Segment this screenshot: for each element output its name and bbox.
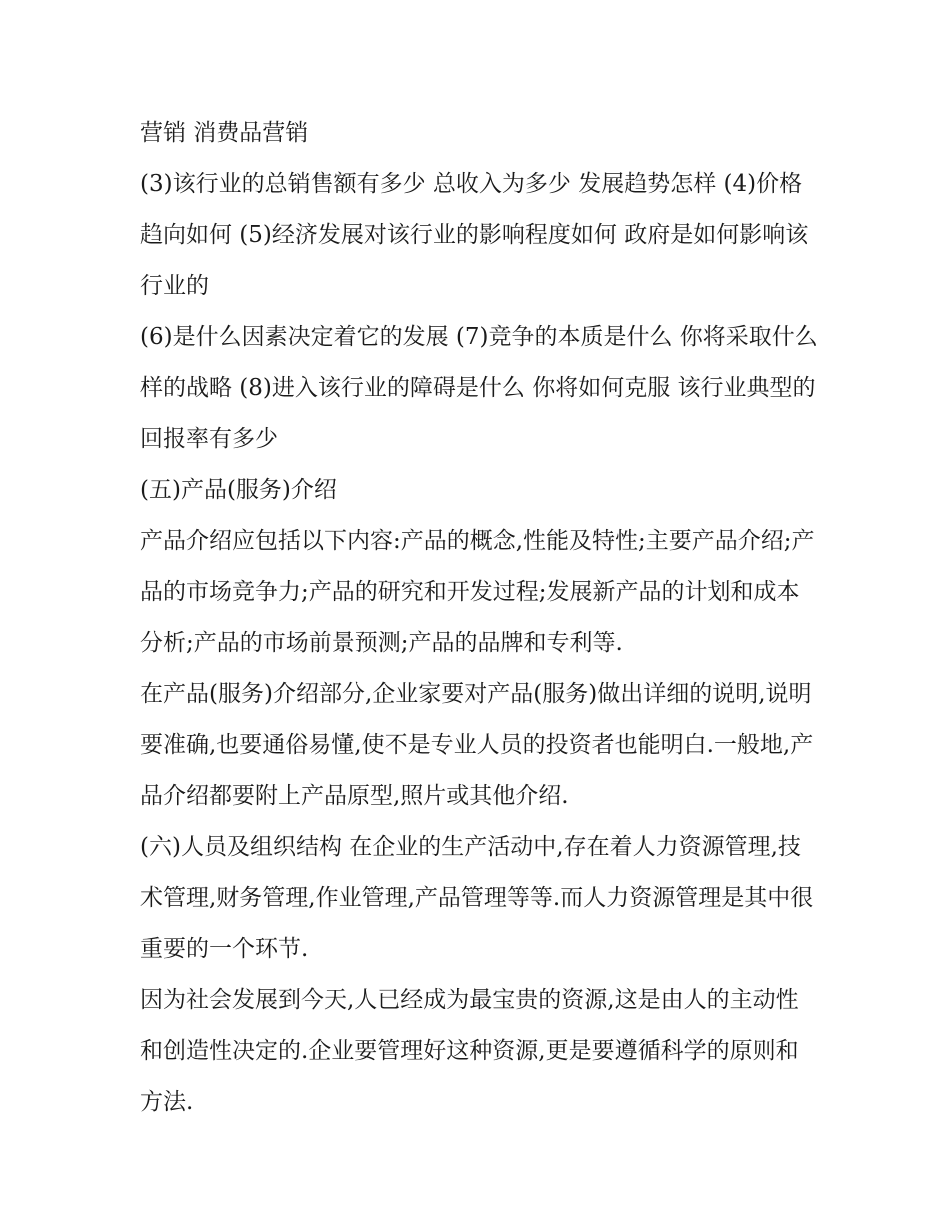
paragraph-5: 产品介绍应包括以下内容:产品的概念,性能及特性;主要产品介绍;产品的市场竞争力;产品的研究和开发过程;发展新产品的计划和成本分析;产品的市场前景预测;产品的品牌和专利等. <box>140 528 815 656</box>
paragraph-2: (3)该行业的总销售额有多少 总收入为多少 发展趋势怎样 (4)价格趋向如何 (5)经济发展对该行业的影响程度如何 政府是如何影响该行业的 <box>140 171 809 299</box>
paragraph-8: 因为社会发展到今天,人已经成为最宝贵的资源,这是由人的主动性和创造性决定的.企业要管理好这种资源,更是要遵循科学的原则和方法. <box>140 987 799 1115</box>
paragraph-6: 在产品(服务)介绍部分,企业家要对产品(服务)做出详细的说明,说明要准确,也要通俗易懂,使不是专业人员的投资者也能明白.一般地,产品介绍都要附上产品原型,照片或其他介绍. <box>140 681 814 809</box>
document-body <box>140 108 820 1128</box>
paragraph-3: (6)是什么因素决定着它的发展 (7)竞争的本质是什么 你将采取什么样的战略 (8)进入该行业的障碍是什么 你将如何克服 该行业典型的回报率有多少 <box>140 324 818 452</box>
paragraph-7: (六)人员及组织结构 在企业的生产活动中,存在着人力资源管理,技术管理,财务管理,作业管理,产品管理等等.而人力资源管理是其中很重要的一个环节. <box>140 834 814 962</box>
paragraph-1: 营销 消费品营销 <box>140 120 309 146</box>
section-heading-product: (五)产品(服务)介绍 <box>140 477 337 503</box>
